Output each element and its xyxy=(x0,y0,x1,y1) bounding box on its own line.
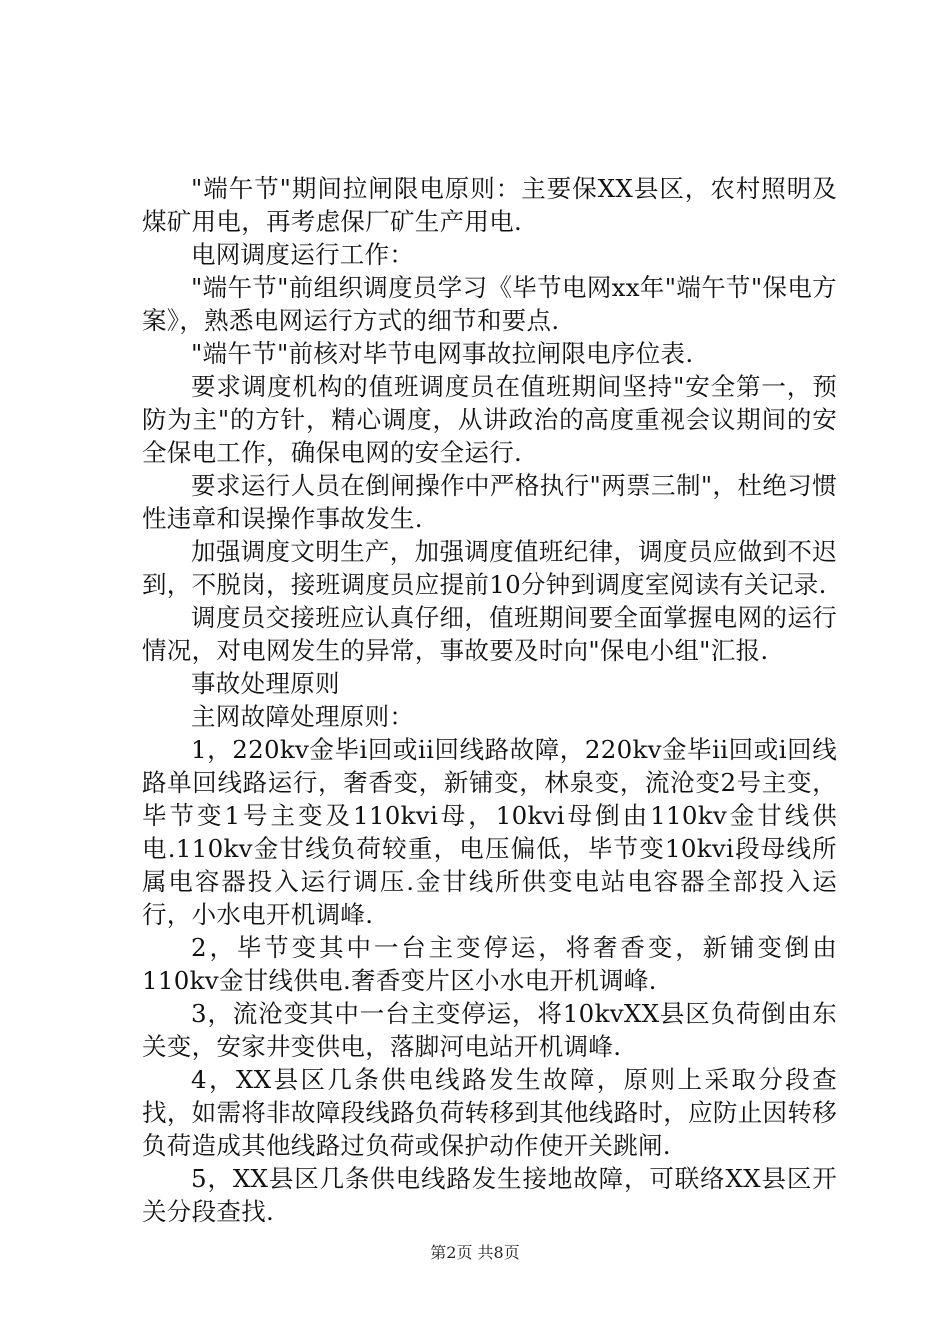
paragraph-two-tickets: 要求运行人员在倒闸操作中严格执行"两票三制"，杜绝习惯性违章和误操作事故发生. xyxy=(142,471,837,533)
paragraph-study-plan: "端午节"前组织调度员学习《毕节电网xx年"端午节"保电方案》，熟悉电网运行方式的细节和要点. xyxy=(142,273,837,335)
paragraph-discipline: 加强调度文明生产，加强调度值班纪律，调度员应做到不迟到，不脱岗，接班调度员应提前10分钟到调度室阅读有关记录. xyxy=(142,537,837,599)
paragraph-item-1: 1，220kv金毕i回或ii回线路故障，220kv金毕ii回或i回线路单回线路运行，奢香变，新铺变，林泉变，流沧变2号主变，毕节变1号主变及110kvi母，10kvi母倒由110kv金甘线供电.110kv金甘线负荷较重，电压偏低，毕节变10kvi段母线所属电容器投入运行调压.金甘线所供变电站电容器全部投入运行，小水电开机调峰. xyxy=(142,735,837,929)
document-body xyxy=(142,172,837,1228)
page-total: 共8页 xyxy=(477,1243,520,1262)
paragraph-handover: 调度员交接班应认真仔细，值班期间要全面掌握电网的运行情况，对电网发生的异常，事故要及时向"保电小组"汇报. xyxy=(142,603,837,665)
paragraph-dispatch-heading: 电网调度运行工作： xyxy=(191,240,415,269)
paragraph-main-grid-heading: 主网故障处理原则： xyxy=(191,702,415,731)
paragraph-check-sequence: "端午节"前核对毕节电网事故拉闸限电序位表. xyxy=(191,339,694,368)
paragraph-accident-heading: 事故处理原则 xyxy=(191,669,340,698)
paragraph-item-5: 5，XX县区几条供电线路发生接地故障，可联络XX县区开关分段查找. xyxy=(142,1164,837,1226)
paragraph-item-2: 2，毕节变其中一台主变停运，将奢香变，新铺变倒由110kv金甘线供电.奢香变片区小水电开机调峰. xyxy=(142,933,837,995)
page-number: 第2页 xyxy=(430,1243,473,1262)
paragraph-item-4: 4，XX县区几条供电线路发生故障，原则上采取分段查找，如需将非故障段线路负荷转移到其他线路时，应防止因转移负荷造成其他线路过负荷或保护动作使开关跳闸. xyxy=(142,1065,838,1160)
paragraph-item-3: 3，流沧变其中一台主变停运，将10kvXX县区负荷倒由东关变，安家井变供电，落脚河电站开机调峰. xyxy=(142,999,837,1061)
paragraph-safety-first: 要求调度机构的值班调度员在值班期间坚持"安全第一，预防为主"的方针，精心调度，从讲政治的高度重视会议期间的安全保电工作，确保电网的安全运行. xyxy=(142,372,837,467)
page-footer xyxy=(0,1243,950,1263)
paragraph-principle-power-limit: "端午节"期间拉闸限电原则：主要保XX县区，农村照明及煤矿用电，再考虑保厂矿生产用电. xyxy=(142,174,837,236)
